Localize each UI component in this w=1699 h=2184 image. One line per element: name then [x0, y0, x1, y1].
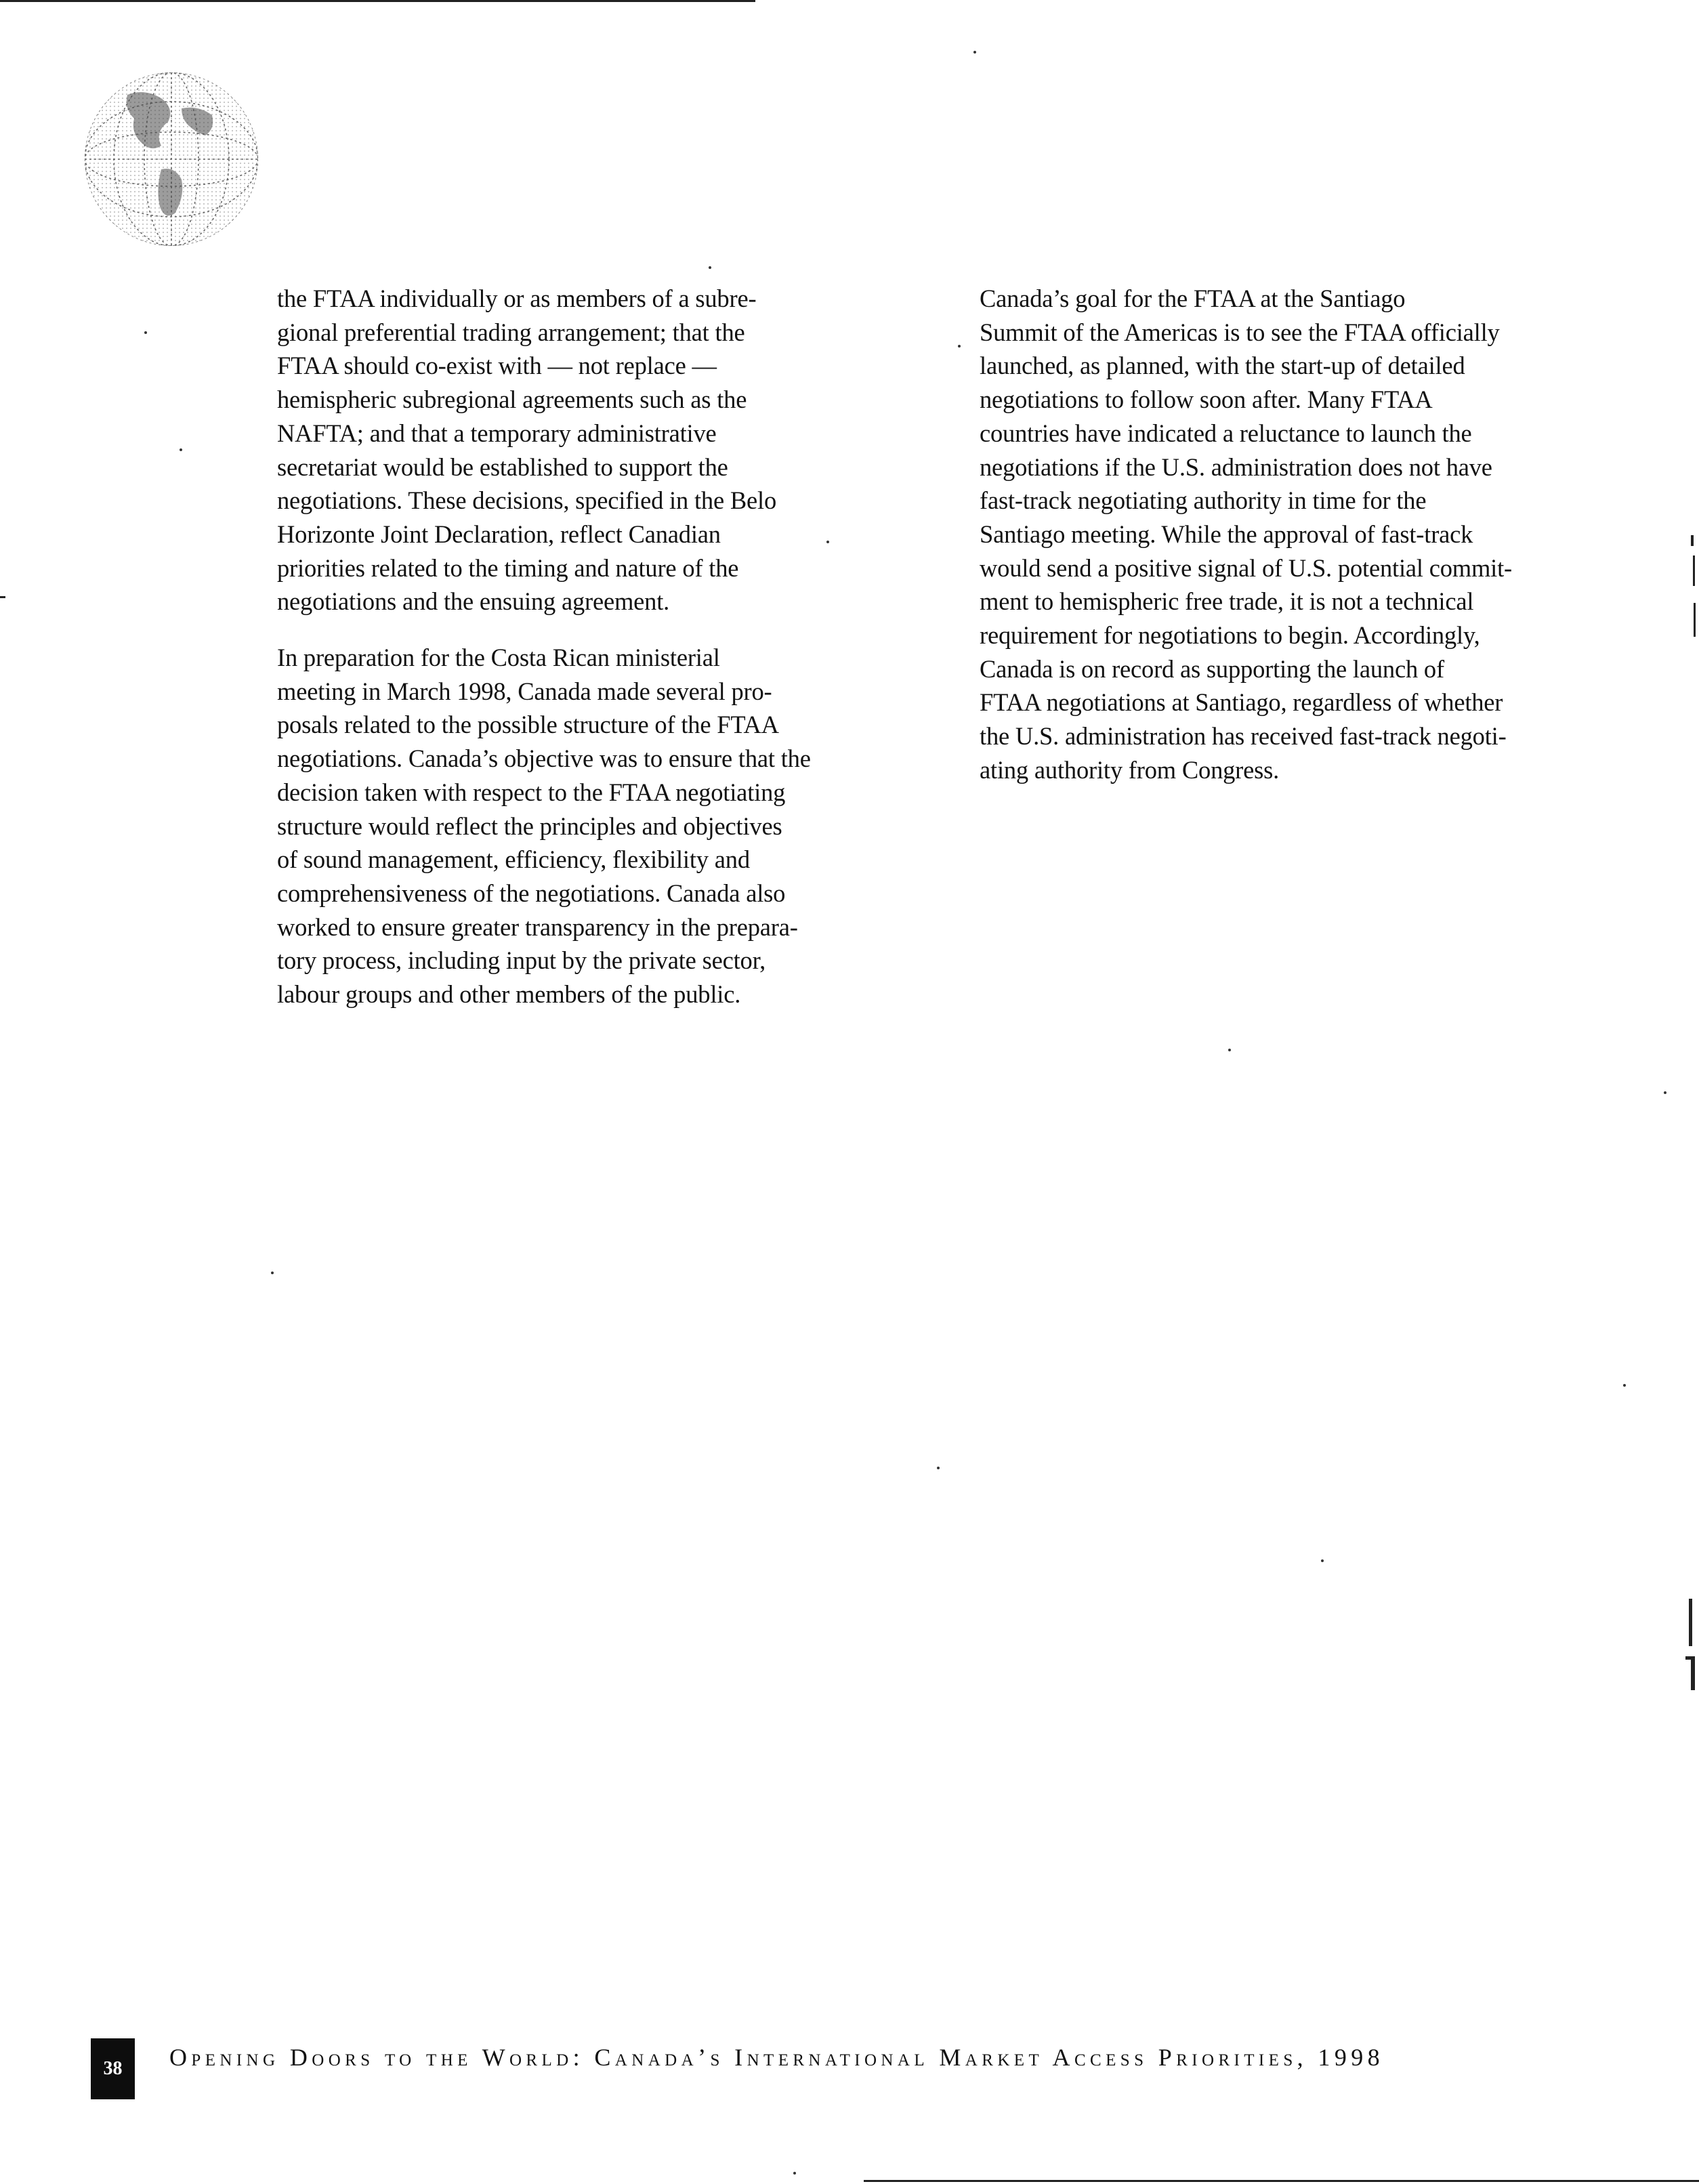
scan-speck — [958, 345, 961, 348]
scan-speck — [793, 2172, 796, 2175]
running-footer-title: Opening Doors to the World: Canada’s International Market Access Priorities, 1998 — [169, 2044, 1385, 2071]
scan-speck — [144, 331, 147, 334]
left-column — [277, 282, 887, 1034]
left-paragraph-1: the FTAA individually or as members of a subre- gional preferential trading arrangement; that the FTAA should co-exist with — not replace — hemispheric subregional agreements such as the NAFTA; and that a temporary administrative secretariat would be established to support the negotiations. These decisions, specified in the Belo Horizonte Joint Declaration, reflect Canadian priorities related to the timing and nature of the negotiations and the ensuing agreement. — [277, 285, 777, 616]
scan-speck — [1228, 1049, 1231, 1051]
page-number: 38 — [91, 2038, 135, 2099]
edge-mark — [1689, 1599, 1692, 1646]
globe-icon — [80, 68, 263, 251]
bottom-rule — [864, 2180, 1699, 2182]
edge-mark — [1693, 555, 1695, 586]
scan-speck — [1321, 1559, 1324, 1562]
edge-mark — [1694, 603, 1696, 637]
scan-speck — [937, 1467, 940, 1469]
edge-mark — [0, 596, 5, 598]
scan-speck — [826, 541, 829, 543]
scan-speck — [1623, 1384, 1626, 1387]
scan-speck — [709, 266, 711, 269]
right-column — [980, 282, 1589, 810]
scan-speck — [180, 448, 182, 451]
scan-speck — [271, 1272, 274, 1274]
top-rule — [0, 0, 755, 2]
edge-mark — [1691, 1660, 1695, 1690]
right-paragraph-1: Canada’s goal for the FTAA at the Santiago Summit of the Americas is to see the FTAA officially launched, as planned, with the start-up of detailed negotiations to follow soon after. Many FTAA countries have indicated a reluctance to launch the negotiations if the U.S. administration does not have fast-track negotiating authority in time for the Santiago meeting. While the approval of fast-track would send a positive signal of U.S. potential commit- ment to hemispheric free trade, it is not a technical requirement for negotiations to begin. Accordingly, Canada is on record as supporting the launch of FTAA negotiations at Santiago, regardless of whether the U.S. administration has received fast-track negoti- ating authority from Congress. — [980, 285, 1513, 784]
scan-speck — [1664, 1091, 1666, 1094]
scan-speck — [973, 51, 976, 54]
left-paragraph-2: In preparation for the Costa Rican ministerial meeting in March 1998, Canada made several pro- posals related to the possible structure of the FTAA negotiations. Canada’s objective was to ensure that the decision taken with respect to the FTAA negotiating structure would reflect the principles and objectives of sound management, efficiency, flexibility and comprehensiveness of the negotiations. Canada also worked to ensure greater transparency in the prepara- tory process, including input by the private sector, labour groups and other members of the public. — [277, 644, 811, 1009]
edge-mark — [1691, 535, 1694, 546]
